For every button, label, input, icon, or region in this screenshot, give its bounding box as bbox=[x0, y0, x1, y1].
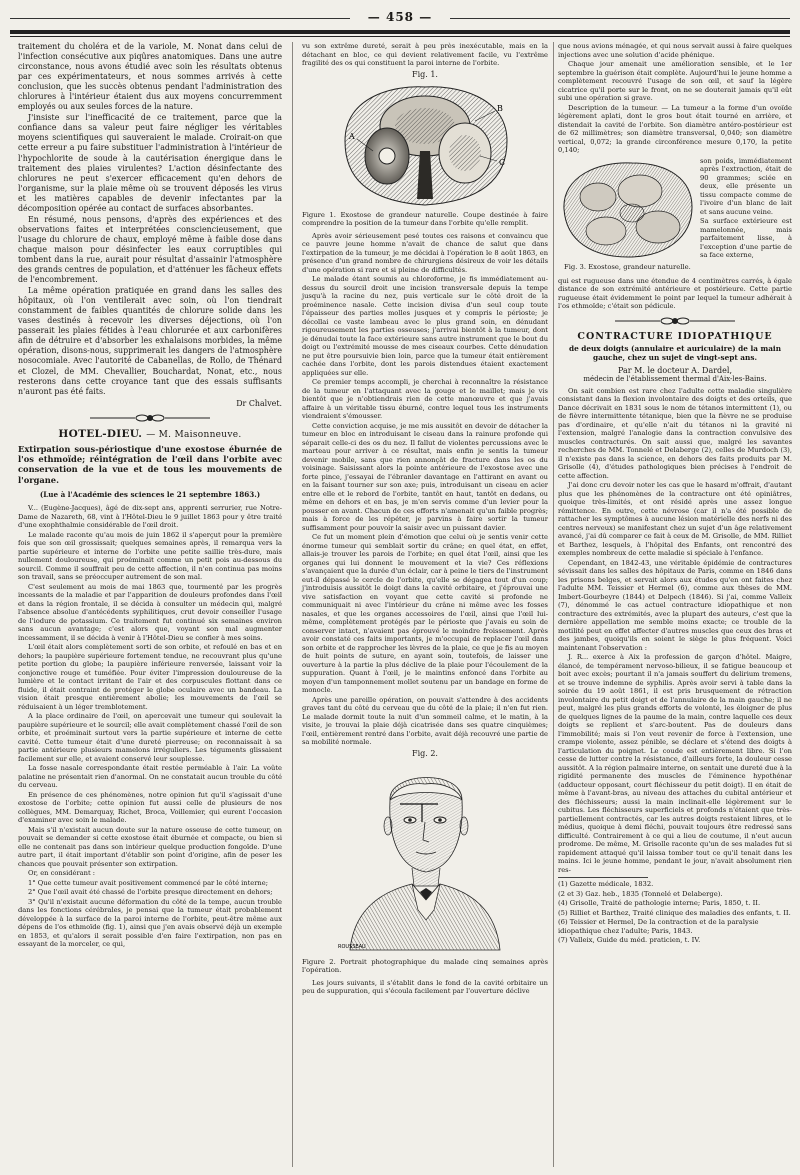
footnote: (5) Rilliet et Barthez, Traité clinique des maladies des enfants, t. II. bbox=[558, 908, 791, 917]
figure-1-title: Fig. 1. bbox=[412, 69, 438, 79]
article-title-author: — M. Maisonneuve. bbox=[146, 429, 242, 440]
footnote: (2 et 3) Gaz. heb., 1835 (Tonnelé et Delaberge). bbox=[558, 889, 723, 898]
paragraph: En résumé, nous pensons, d'après des expériences et des observations faites et interprétées consciencieusement, que l'usage du chlorure de chaux, employé même à faible dose dans chaque maison pour désinfecter les eaux corruptibles qui tombent dans la rue, aurait pour résultat d'assainir l'atmosphère des grands centres de population, et d'atténuer les fâcheux effets de l'encombrement. bbox=[18, 214, 282, 285]
figure-1-label-b: B bbox=[497, 103, 503, 113]
figure-3-caption: Fig. 3. Exostose, grandeur naturelle. bbox=[564, 262, 691, 271]
ornament-divider bbox=[615, 317, 735, 325]
paragraph: Après une pareille opération, on pouvait s'attendre à des accidents graves tant du côté du cerveau que du côté de la plaie; il n'en fut rien. Le malade dormit toute la nuit d'un sommeil calme, et le matin, à la visite, je trouvai la plaie déjà cicatrisée dans ses quatre cinquièmes; l'œil, entièrement rentré dans l'orbite, avait déjà recouvré une partie de sa mobilité normale. bbox=[302, 695, 548, 746]
paragraph: Le malade raconte qu'au mois de juin 1862 il s'aperçut pour la première fois que son œil grossissait; quelques semaines après, il remarqua vers la partie supérieure et interne de l'orbite une petite saillie très-dure, mais nullement douloureuse, qui proéminait comme un petit pois au-dessous du sourcil. Comme il souffrait peu de cette affection, il n'en continua pas moins son travail, sans se préoccuper autrement de son mal. bbox=[18, 530, 282, 582]
page-number: — 458 — bbox=[367, 10, 433, 24]
article-author: Par M. le docteur A. Dardel, bbox=[618, 365, 732, 375]
article-subtitle: de deux doigts (annulaire et auriculaire) de la main gauche, chez un sujet de vingt-sept ans. bbox=[568, 343, 782, 362]
paragraph: La même opération pratiquée en grand dans les salles des hôpitaux, où l'on ventilerait avec soin, où l'on tiendrait constamment de faibles quantités de chlorure solide dans les vases destinés à recevoir les diverses déjections, où l'on passerait les plaies fétides à l'eau chlorurée et aux carbonifères afin de détruire et d'absorber les exhalaisons morbides, la même opération, disons-nous, supprimerait les dangers de l'atmosphère nosocomiale. Avec l'autorité de Cabanellas, de Rollo, de Thénard et Clozel, de MM. Chevallier, Bouchardat, Nonat, etc., nous resterons dans cette croyance tant que des essais suffisants n'auront pas été faits. bbox=[18, 286, 282, 396]
figure-2-engraver-credit: ROUSSEAU bbox=[338, 943, 366, 950]
figure-2-caption: Figure 2. Portrait photographique du malade cinq semaines après l'opération. bbox=[302, 957, 548, 974]
article-title: CONTRACTURE IDIOPATHIQUE bbox=[577, 330, 773, 342]
column-separator-2 bbox=[553, 42, 554, 1167]
figure-3-side-text bbox=[700, 157, 792, 261]
paragraph: V... (Eugène-Jacques), âgé de dix-sept ans, apprenti serrurier, rue Notre-Dame de Nazareth, 68, vint à l'Hôtel-Dieu le 9 juillet 1863 pour y être traité d'une exophthalmie considérable de l'œil droit. bbox=[18, 504, 282, 530]
article-subtitle: Extirpation sous-périostique d'une exostose éburnée de l'os ethmoïde; réintégration de l'œil dans l'orbite avec conservation de la vue et de tous les mouvements de l'organe. bbox=[18, 443, 282, 485]
paragraph: Cette conviction acquise, je me mis aussitôt en devoir de détacher la tumeur en bloc en introduisant le ciseau dans la rainure profonde qui séparait celle-ci des os du nez. Il fallut de violentes percussions avec le marteau pour arriver à ce résultat, mais enfin je sentis la tumeur devenir mobile, sans que rien annonçât de fracture dans les os du voisinage. Saisissant alors la pointe antérieure de l'exostose avec une forte pince, j'essayai de l'ébranler davantage en l'attirant en avant ou en la faisant tourner sur son axe; puis, introduisant un ciseau en acier entre elle et le rebord de l'orbite, tantôt en haut, tantôt en dedans, ou même en dehors et en bas, je m'en servis comme d'un levier pour la pousser en avant. Chacun de ces efforts n'amenait qu'un faible progrès; mais à force de les répéter, je parvins à faire sortir la tumeur suffisamment pour pouvoir la saisir avec un puissant davier. bbox=[302, 421, 548, 532]
footnote: (7) Valleix, Guide du méd. praticien, t. IV. bbox=[558, 936, 701, 944]
ornament-divider bbox=[90, 414, 210, 422]
figure-1-caption: Figure 1. Exostose de grandeur naturelle. Coupe destinée à faire comprendre la position de la tumeur dans l'orbite qu'elle remplit. bbox=[302, 210, 548, 227]
figure-2-title: Fig. 2. bbox=[412, 748, 438, 758]
paragraph: Ce premier temps accompli, je cherchai à reconnaître la résistance de la tumeur en l'attaquant avec la gouge et le maillet; mais je vis bientôt que je n'obtiendrais rien de cette manœuvre et que j'avais affaire à un véritable tissu éburné, contre lequel tous les instruments viendraient s'émousser. bbox=[302, 378, 548, 420]
paragraph: Cependant, en 1842-43, une véritable épidémie de contractures sévissait dans les salles des hôpitaux de Paris, comme en 1846 dans les prisons belges, et servait alors aux études qu'en ont faites chez l'adulte MM. Teissier et Hermel (6), comme aux thèses de MM. Imbert-Gourbeyre (1844) et Delpech (1846). Si j'ai, comme Valleix (7), dénommé le cas actuel contracture idiopathique et non contracture des extrémités, avec la plupart des auteurs, c'est que la dernière appellation me semble moins exacte; ce trouble de la motilité peut en effet affecter d'autres muscles que ceux des bras et des jambes, quoiqu'ils en soient le siège le plus fréquent. Voici maintenant l'observation : bbox=[558, 558, 792, 652]
paragraph: Ce fut un moment plein d'émotion que celui où je sentis venir cette énorme tumeur qui semblait sortir du crâne; en quel état, en effet, allais-je trouver les parois de l'orbite; en quel état l'œil, ainsi que les organes qui lui donnent le mouvement et la vie? Ces réflexions s'avançaient que la durée d'un éclair, car à peine le tiers de l'instrument eut-il dépassé le cercle de l'orbite, qu'elle se dégagea tout d'un coup; j'introduisis aussitôt le doigt dans la cavité orbitaire, et j'éprouvai une vive satisfaction en voyant que cette cavité si profonde ne communiquait ni avec l'intérieur du crâne ni même avec les fosses nasales, et que les organes accessoires de l'œil, ainsi que l'œil lui-même, complètement protégés par le périoste que j'avais eu soin de conserver intact, n'avaient pas éprouvé le moindre froissement. Après avoir constaté ces faits importants, je m'occupai de replacer l'œil dans son orbite et de rapprocher les lèvres de la plaie, ce que je fis au moyen de huit points de suture, en ayant soin, toutefois, de laisser une ouverture à la partie la plus déclive de la plaie pour l'écoulement de la suppuration. Quant à l'œil, je le maintins enfoncé dans l'orbite au moyen d'un tamponnement mollet soutenu par un bandage en forme de monocle. bbox=[302, 533, 548, 694]
footnote: (1) Gazette médicale, 1832. bbox=[558, 880, 654, 888]
column-1 bbox=[18, 42, 282, 950]
paragraph: Le malade étant soumis au chloroforme, je fis immédiatement au-dessus du sourcil droit une incision transversale depuis la tempe jusqu'à la racine du nez, puis verticale sur le côté droit de la proéminence nasale. Cette incision divisa d'un seul coup toute l'épaisseur des parties molles jusques et y compris le périoste; je décollai ce vaste lambeau avec le plus grand soin, en dénudant rigoureusement les parties osseuses; j'arrivai bientôt à la tumeur, dont je dénudai toute la face extérieure sans autre instrument que le bout du doigt ou l'extrémité mousse de mes ciseaux courbes. Cette dénudation ne put être poursuivie bien loin, parce que la tumeur était entièrement cachée dans l'orbite, dont les parois distendues étaient exactement appliquées sur elle. bbox=[302, 275, 548, 377]
footnote: (6) Teissier et Hermel, De la contraction et de la paralysie idiopathique chez l'adulte; Paris, 1843. bbox=[558, 918, 759, 935]
paragraph: On sait combien est rare chez l'adulte cette maladie singulière consistant dans la flexion involontaire des doigts et des orteils, que Dance décrivait en 1831 sous le nom de tétanos intermittent (1), ou de fièvre intermittente tétanique, bien que la fièvre ne se produise pas d'ordinaire, et qu'elle n'ait du tétanos ni la gravité ni l'extension, malgré l'analogie dans la contraction convulsive des muscles contracturés. On sait aussi que, malgré les savantes recherches de MM. Tonnelé et Delaberge (2), celles de Murdoch (3), il n'existe pas dans la science, en dehors des faits produits par M. Grisolle (4), d'études pathologiques bien précises à l'endroit de cette affection. bbox=[558, 386, 792, 480]
paragraph: 2° Que l'œil avait été chassé de l'orbite presque directement en dehors; bbox=[28, 888, 273, 897]
column-3 bbox=[558, 42, 792, 946]
paragraph: Après avoir sérieusement pesé toutes ces raisons et convaincu que ce pauvre jeune homme n'avait de chance de salut que dans l'extirpation de la tumeur, je me décidai à l'opération le 8 août 1863, en présence d'un grand nombre de chirurgiens désireux de voir les détails d'une opération si rare et si pleine de difficultés. bbox=[302, 231, 548, 274]
paragraph: Sa surface extérieure est mamelonnée, mais parfaitement lisse, à l'exception d'une partie de sa face externe, bbox=[700, 217, 792, 259]
signature: Dr Chalvet. bbox=[236, 398, 282, 408]
paragraph: son poids, immédiatement après l'extraction, était de 90 grammes; sciée en deux, elle présente un tissu compacte comme de l'ivoire d'un blanc de lait et sans aucune veine. bbox=[700, 156, 792, 216]
footnotes bbox=[558, 880, 792, 945]
paragraph: J. R... exerce à Aix la profession de garçon d'hôtel. Maigre, élancé, de tempérament nervoso-bilieux, il se fatigue beaucoup et boit avec excès; pourtant il n'a jamais souffert du delirium tremens, et se trouve indemne de syphilis. Après avoir servi à table dans la soirée du 19 août 1861, il est pris brusquement de rétraction involontaire du petit doigt et de l'annulaire de la main gauche; il ne peut, malgré les plus grands efforts de volonté, les éloigner de plus de quelques lignes de la paume de la main, contre laquelle ces deux doigts se replient et s'arc-boutent. Pas de douleurs dans l'immobilité; mais si l'on veut revenir de force à l'extension, une crampe violente, assez pénible, se déclare et s'étend des doigts à l'articulation du poignet. Le coude est entièrement libre. Si l'on cesse de lutter contre la résistance, d'ailleurs forte, la douleur cesse aussitôt. A la région palmaire interne, on sentait une dureté due à la rigidité permanente des muscles de l'éminence hypothénar (adducteur opposant, court fléchisseur du petit doigt). Il en était de même à l'avant-bras, au niveau des attaches du cubital antérieur et des fléchisseurs; aussi la main inclinait-elle légèrement sur le cubitus. Les fléchisseurs superficiels et profonds n'étaient que très-partiellement contractés, car les autres doigts restaient libres, et le médius, quoique à demi fléchi, pouvait toujours être redressé sans difficulté. Contrairement à ce qui a lieu de coutume, il n'eut aucun prodrome. De même, M. Grisolle raconte qu'un de ses malades fut si rapidement attaqué qu'il laissa tomber tout ce qu'il tenait dans les mains. Ici le jeune homme, pendant le jour, n'avait absolument rien res- bbox=[558, 653, 792, 874]
figure-2-portrait bbox=[330, 760, 520, 956]
column-separator-1 bbox=[292, 42, 293, 1167]
page-header bbox=[0, 8, 800, 28]
paragraph: La fosse nasale correspondante était restée perméable à l'air. La voûte palatine ne présentait rien d'anormal. On ne constatait aucun trouble du côté du cerveau. bbox=[18, 764, 282, 790]
article-title-main: HOTEL-DIEU. bbox=[58, 427, 143, 440]
paragraph: Chaque jour amenait une amélioration sensible, et le 1er septembre la guérison était complète. Aujourd'hui le jeune homme a complètement recouvré l'usage de son œil, et sauf la légère cicatrice qu'il porte sur le front, on ne se douterait jamais qu'il eût subi une opération si grave. bbox=[558, 60, 792, 102]
paragraph: que nous avions ménagée, et qui nous servait aussi à faire quelques injections avec une solution d'acide phénique. bbox=[558, 42, 792, 59]
paragraph: 3° Qu'il n'existait aucune déformation du côté de la tempe, aucun trouble dans les fonctions cérébrales, je pensai que la tumeur était probablement développée à la surface de la paroi interne de l'orbite, peut-être même aux dépens de l'os ethmoïde (fig. 1), ainsi que j'en avais observé déjà un exemple en 1853, et qu'alors il serait possible d'en faire l'extirpation, non pas en essayant de la morceler, ce qui, bbox=[18, 897, 282, 949]
figure-1-label-c: C bbox=[499, 157, 506, 167]
paragraph: C'est seulement au mois de mai 1863 que, tourmenté par les progrès incessants de la maladie et par l'apparition de douleurs profondes dans l'œil et dans la région frontale, il se décida à consulter un médecin qui, malgré l'absence absolue d'antécédents syphilitiques, crut devoir conseiller l'usage de l'iodure de potassium. Ce traitement fut continué six semaines environ sans aucun avantage; c'est alors que, voyant son mal augmenter incessamment, il se décida à venir à l'Hôtel-Dieu se confier à mes soins. bbox=[18, 582, 282, 642]
header-rule-right bbox=[450, 18, 790, 19]
footnote-rule bbox=[558, 877, 648, 878]
paragraph: J'insiste sur l'inefficacité de ce traitement, parce que la confiance dans sa valeur peut faire négliger les véritables moyens scientifiques qui sauveraient le malade. Croirait-on que cette erreur a pu faire substituer l'administration à l'intérieur de l'hypochlorite de soude à la cautérisation énergique dans le traitement des plaies virulentes? L'action désinfectante des chlorures ne peut s'exercer efficacement qu'en dehors de l'organisme, sur la plaie même où se trouvent déposés les virus et les matières capables de devenir infectantes par la décomposition opérée au contact de surfaces absorbantes. bbox=[18, 113, 282, 213]
top-thin-rule bbox=[10, 36, 790, 37]
figure-1-skull-section bbox=[325, 81, 525, 209]
article-author-role: médecin de l'établissement thermal d'Aix-les-Bains. bbox=[583, 374, 767, 383]
top-thick-rule bbox=[10, 30, 790, 34]
session-note: (Lue à l'Académie des sciences le 21 septembre 1863.) bbox=[39, 490, 261, 500]
paragraph: Description de la tumeur. — La tumeur a la forme d'un ovoïde légèrement aplati, dont le gros bout était tourné en arrière, et distendait la cavité de l'orbite. Son diamètre antéro-postérieur est de 62 millimètres; son diamètre transversal, 0,040; son diamètre vertical, 0,072; la grande circonférence mesure 0,170, la petite 0,140; bbox=[558, 103, 792, 154]
paragraph: J'ai donc cru devoir noter les cas que le hasard m'offrait, d'autant plus que les phénomènes de la contracture ont été opiniâtres, quoique très-limités, et ont résidé après une assez longue rémittence. En outre, cette névrose (car il n'a été possible de rattacher les symptômes à aucune lésion matérielle des nerfs ni des centres nerveux) se manifestant chez un sujet d'un âge relativement avancé, j'ai dû comparer ce fait à ceux de M. Grisolle, de MM. Rilliet et Barthez, lesquels, à l'hôpital des Enfants, ont rencontré des exemples nombreux de cette maladie si spéciale à l'enfance. bbox=[558, 481, 792, 557]
paragraph: A la place ordinaire de l'œil, on apercevait une tumeur qui soulevait la paupière supérieure et le sourcil; elle avait complètement chassé l'œil de son orbite, et proéminait surtout vers la partie supérieure et interne de cette cavité. Cette tumeur était d'une dureté pierreuse; on reconnaissait à sa partie antérieure plusieurs mamelons irréguliers. Les téguments glissaient facilement sur elle, et avaient conservé leur souplesse. bbox=[18, 712, 282, 763]
paragraph: Les jours suivants, il s'établit dans le fond de la cavité orbitaire un peu de suppuration, qui s'écoula facilement par l'ouverture déclive bbox=[302, 978, 548, 995]
paragraph: traitement du choléra et de la variole, M. Nonat dans celui de l'infection consécutive aux piqûres anatomiques. Dans une autre circonstance, nous avons étudié avec soin les résultats obtenus par ces expérimentateurs, et nous sommes arrivés à cette conclusion, que les succès obtenus pendant l'administration des chlorures à l'intérieur étaient dus aux moyens concurremment employés ou aux seules forces de la nature. bbox=[18, 42, 282, 112]
footnote: (4) Grisolle, Traité de pathologie interne; Paris, 1850, t. II. bbox=[558, 899, 761, 907]
paragraph: L'œil était alors complètement sorti de son orbite, et refoulé en bas et en dehors; la paupière supérieure fortement tendue, ne recouvrant plus qu'une petite portion du globe; la paupière inférieure renversée, laissant voir la conjonctive rouge et tuméfiée. Pour éviter l'impression douloureuse de la lumière et le contact irritant de l'air et des corpuscules flottant dans ce fluide, il était contraint de protéger le globe oculaire avec un bandeau. La vision était presque entièrement abolie; les mouvements de l'œil se réduisaient à un léger tremblotement. bbox=[18, 643, 282, 711]
paragraph: En présence de ces phénomènes, notre opinion fut qu'il s'agissait d'une exostose de l'orbite; cette opinion fut aussi celle de plusieurs de nos collègues, MM. Demarquay, Richet, Broca, Voillemier, qui eurent l'occasion d'examiner avec soin le malade. bbox=[18, 790, 282, 825]
paragraph: qui est rugueuse dans une étendue de 4 centimètres carrés, à égale distance de son extrémité antérieure et postérieure. Cette partie rugueuse était évidemment le point par lequel la tumeur adhérait à l'os ethmoïde; c'était son pédicule. bbox=[558, 276, 792, 310]
article-title bbox=[18, 428, 282, 440]
paragraph: Mais s'il n'existait aucun doute sur la nature osseuse de cette tumeur, on pouvait se demander si cette exostose était éburnée et compacte, ou bien si elle ne contenait pas dans son intérieur quelque production fongoïde. D'une autre part, il était important d'établir son point d'origine, afin de peser les chances que pouvait présenter son extirpation. bbox=[18, 825, 282, 868]
paragraph: Or, en considérant : bbox=[28, 869, 96, 878]
figure-1-label-a: A bbox=[349, 131, 355, 141]
figure-3-block bbox=[558, 157, 792, 275]
paragraph: vu son extrême dureté, serait à peu près inexécutable, mais en la détachant en bloc, ce qui devient relativement facile, vu l'extrême fragilité des os qui constituent la paroi interne de l'orbite. bbox=[302, 42, 548, 67]
paragraph: 1° Que cette tumeur avait positivement commencé par le côté interne; bbox=[28, 878, 268, 887]
column-2 bbox=[302, 42, 548, 997]
figure-3-exostose bbox=[558, 157, 696, 261]
